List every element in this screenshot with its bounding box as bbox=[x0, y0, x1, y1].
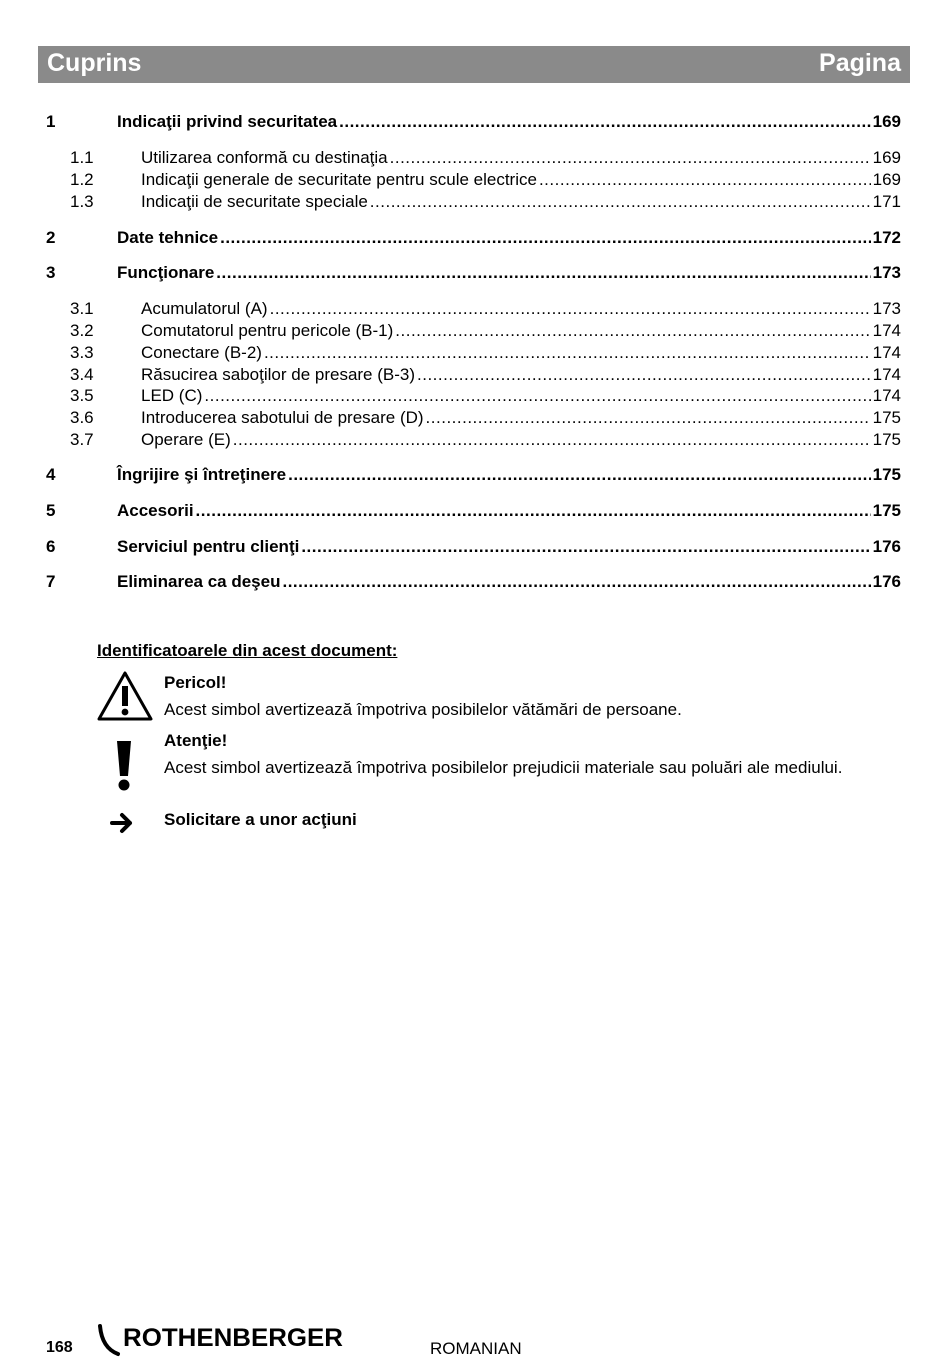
toc-entry bbox=[46, 192, 901, 214]
toc-leader-dots bbox=[282, 572, 870, 592]
toc-entry-title: Date tehnice bbox=[117, 228, 219, 247]
caution-text: Acest simbol avertizează împotriva posibilelor prejudicii materiale sau poluări ale mediului. bbox=[164, 758, 843, 777]
toc-entry-page: 175 bbox=[872, 430, 901, 449]
toc-leader-dots bbox=[301, 537, 870, 557]
toc-entry-number: 7 bbox=[46, 572, 56, 591]
toc-entry-title: Răsucirea saboţilor de presare (B-3) bbox=[141, 365, 416, 384]
toc-leader-dots bbox=[288, 465, 871, 485]
toc-entry bbox=[46, 299, 901, 321]
toc-entry-page: 176 bbox=[872, 572, 901, 591]
toc-entry-number: 1 bbox=[46, 112, 56, 131]
danger-title: Pericol! bbox=[164, 673, 227, 692]
toc-leader-dots bbox=[539, 170, 871, 190]
toc-leader-dots bbox=[264, 343, 871, 363]
toc-entry bbox=[46, 572, 901, 594]
toc-entry-number: 5 bbox=[46, 501, 56, 520]
toc-entry bbox=[46, 408, 901, 430]
svg-text:ROTHENBERGER: ROTHENBERGER bbox=[123, 1324, 343, 1352]
toc-entry-number: 3.2 bbox=[70, 321, 94, 340]
caution-title: Atenţie! bbox=[164, 731, 228, 750]
toc-entry-page: 171 bbox=[872, 192, 901, 211]
toc-entry bbox=[46, 365, 901, 387]
arrow-right-icon bbox=[110, 811, 136, 835]
toc-entry-title: Îngrijire şi întreţinere bbox=[117, 465, 287, 484]
toc-leader-dots bbox=[339, 112, 871, 132]
toc-leader-dots bbox=[417, 365, 871, 385]
toc-entry-number: 3.5 bbox=[70, 386, 94, 405]
toc-leader-dots bbox=[196, 501, 871, 521]
toc-entry-title: Introducerea sabotului de presare (D) bbox=[141, 408, 424, 427]
toc-entry-page: 173 bbox=[872, 263, 901, 282]
toc-entry-title: Eliminarea ca deşeu bbox=[117, 572, 281, 591]
toc-entry-title: Comutatorul pentru pericole (B-1) bbox=[141, 321, 394, 340]
toc-entry-page: 174 bbox=[872, 365, 901, 384]
toc-entry-page: 174 bbox=[872, 343, 901, 362]
footer-language: ROMANIAN bbox=[430, 1339, 522, 1358]
toc-leader-dots bbox=[204, 386, 870, 406]
toc-entry-page: 176 bbox=[872, 537, 901, 556]
toc-entry bbox=[46, 386, 901, 408]
toc-entry bbox=[46, 228, 901, 250]
warning-triangle-icon bbox=[96, 670, 154, 722]
toc-leader-dots bbox=[390, 148, 871, 168]
toc-entry-page: 174 bbox=[872, 321, 901, 340]
toc-leader-dots bbox=[270, 299, 871, 319]
toc-entry-title: Indicaţii generale de securitate pentru scule electrice bbox=[141, 170, 537, 189]
toc-entry-page: 174 bbox=[872, 386, 901, 405]
toc-entry-title: Acumulatorul (A) bbox=[141, 299, 268, 318]
toc-entry-number: 3.4 bbox=[70, 365, 94, 384]
toc-entry-title: Conectare (B-2) bbox=[141, 343, 262, 362]
toc-entry-page: 175 bbox=[872, 465, 901, 484]
toc-entry-title: Operare (E) bbox=[141, 430, 231, 449]
toc-entry-number: 3.3 bbox=[70, 343, 94, 362]
toc-entry bbox=[46, 430, 901, 452]
toc-entry-page: 172 bbox=[872, 228, 901, 247]
header-page-label: Pagina bbox=[819, 48, 901, 77]
toc-entry-page: 169 bbox=[872, 148, 901, 167]
toc-entry bbox=[46, 465, 901, 487]
toc-entry-number: 1.3 bbox=[70, 192, 94, 211]
toc-entry bbox=[46, 170, 901, 192]
toc-entry bbox=[46, 148, 901, 170]
toc-entry-title: Serviciul pentru clienţi bbox=[117, 537, 300, 556]
toc-entry-number: 3 bbox=[46, 263, 56, 282]
toc-entry-title: LED (C) bbox=[141, 386, 203, 405]
toc-entry-title: Funcţionare bbox=[117, 263, 215, 282]
toc-entry-number: 2 bbox=[46, 228, 56, 247]
toc-entry bbox=[46, 321, 901, 343]
toc-leader-dots bbox=[233, 430, 871, 450]
toc-entry-number: 4 bbox=[46, 465, 56, 484]
exclamation-icon bbox=[112, 738, 136, 794]
toc-entry-title: Utilizarea conformă cu destinaţia bbox=[141, 148, 388, 167]
toc-entry-number: 1.1 bbox=[70, 148, 94, 167]
toc-entry-number: 3.6 bbox=[70, 408, 94, 427]
toc-leader-dots bbox=[426, 408, 871, 428]
toc-leader-dots bbox=[370, 192, 871, 212]
toc-entry-title: Indicaţii de securitate speciale bbox=[141, 192, 368, 211]
toc-entry bbox=[46, 263, 901, 285]
toc-entry bbox=[46, 501, 901, 523]
toc-entry-number: 3.7 bbox=[70, 430, 94, 449]
danger-text: Acest simbol avertizează împotriva posibilelor vătămări de persoane. bbox=[164, 700, 682, 719]
identifiers-heading: Identificatoarele din acest document: bbox=[97, 641, 398, 660]
page-number: 168 bbox=[46, 1339, 73, 1356]
toc-entry bbox=[46, 343, 901, 365]
toc-entry-number: 3.1 bbox=[70, 299, 94, 318]
toc-entry-number: 6 bbox=[46, 537, 56, 556]
rothenberger-logo bbox=[96, 1322, 348, 1358]
toc-entry-page: 169 bbox=[872, 170, 901, 189]
toc-entry-page: 169 bbox=[872, 112, 901, 131]
toc-entry bbox=[46, 112, 901, 134]
toc-entry-page: 175 bbox=[872, 501, 901, 520]
toc-entry-number: 1.2 bbox=[70, 170, 94, 189]
toc-leader-dots bbox=[216, 263, 870, 283]
toc-entry-page: 175 bbox=[872, 408, 901, 427]
toc-entry-title: Accesorii bbox=[117, 501, 194, 520]
toc-entry bbox=[46, 537, 901, 559]
toc-leader-dots bbox=[220, 228, 871, 248]
toc-header bbox=[38, 46, 910, 83]
header-title: Cuprins bbox=[47, 48, 142, 77]
action-title: Solicitare a unor acţiuni bbox=[164, 810, 357, 829]
toc-entry-page: 173 bbox=[872, 299, 901, 318]
toc-leader-dots bbox=[395, 321, 870, 341]
toc-entry-title: Indicaţii privind securitatea bbox=[117, 112, 338, 131]
